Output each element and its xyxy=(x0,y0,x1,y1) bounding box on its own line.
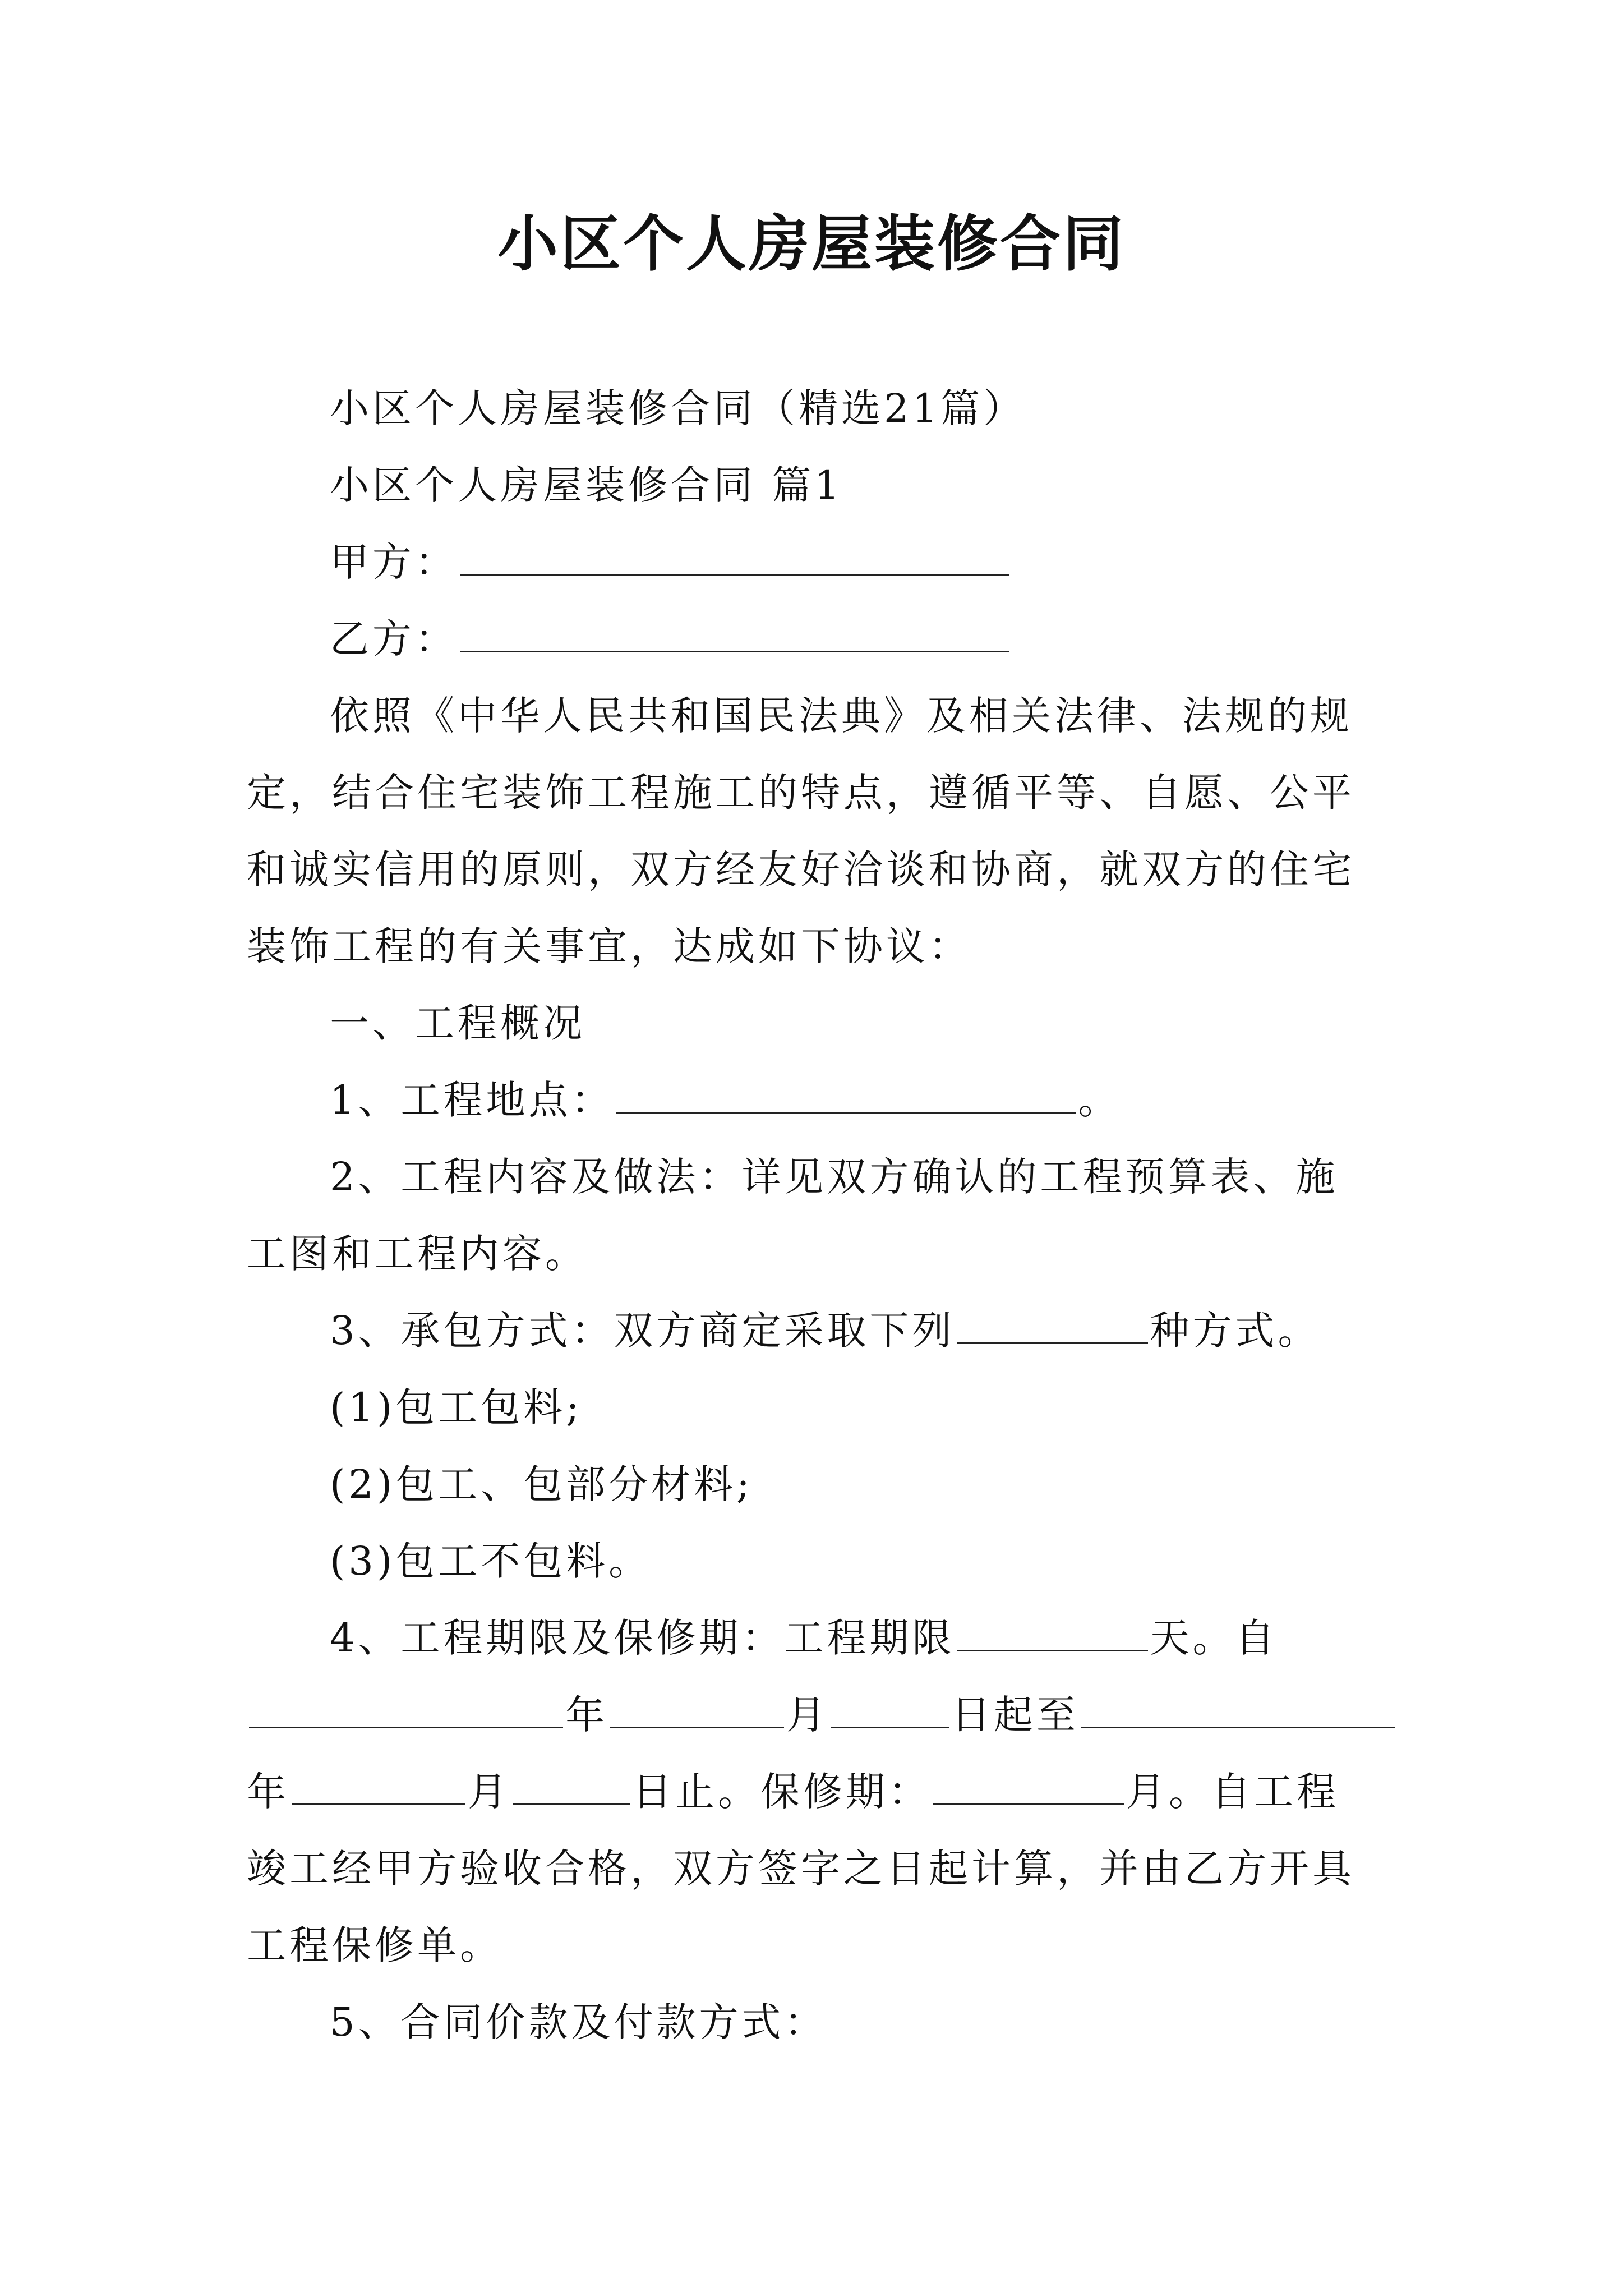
item-4-line xyxy=(247,1600,1385,1677)
end-day-blank[interactable] xyxy=(513,1766,630,1805)
document-title: 小区个人房屋装修合同 xyxy=(497,209,1126,279)
contract-method-blank[interactable] xyxy=(957,1305,1148,1344)
subtitle: 小区个人房屋装修合同（精选21篇） xyxy=(330,385,1026,431)
project-days-blank[interactable] xyxy=(957,1613,1148,1651)
preamble-line: 定，结合住宅装饰工程施工的特点，遵循平等、自愿、公平 xyxy=(247,770,1355,816)
preamble-line: 装饰工程的有关事宜，达成如下协议： xyxy=(247,923,971,969)
section-heading: 小区个人房屋装修合同 篇1 xyxy=(330,462,843,508)
item-4-line: 工程保修单。 xyxy=(247,1922,502,1968)
item-2-line: 工图和工程内容。 xyxy=(247,1231,588,1277)
party-a-blank[interactable] xyxy=(460,537,1009,576)
start-year-blank[interactable] xyxy=(249,1690,563,1728)
item-3-suffix: 种方式。 xyxy=(1150,1308,1321,1354)
item-4-days: 天。自 xyxy=(1150,1615,1278,1661)
item-2-line: 2、工程内容及做法：详见双方确认的工程预算表、施 xyxy=(330,1154,1339,1200)
end-month-blank[interactable] xyxy=(292,1766,465,1805)
preamble-line: 依照《中华人民共和国民法典》及相关法律、法规的规 xyxy=(330,693,1353,739)
item-1-end: 。 xyxy=(1078,1077,1121,1123)
project-location-blank[interactable] xyxy=(616,1075,1076,1114)
item-4-prefix: 4、工程期限及保修期：工程期限 xyxy=(330,1615,955,1661)
preamble-line: 和诚实信用的原则，双方经友好洽谈和协商，就双方的住宅 xyxy=(247,846,1355,892)
item-4-line: 竣工经甲方验收合格，双方签字之日起计算，并由乙方开具 xyxy=(247,1846,1355,1892)
option-2: (2)包工、包部分材料; xyxy=(330,1461,753,1507)
document-body xyxy=(247,370,1385,2061)
warranty-months-blank[interactable] xyxy=(933,1766,1124,1805)
month-label: 月 xyxy=(786,1692,829,1738)
day-from-label: 日起至 xyxy=(951,1692,1079,1738)
item-5-line: 5、合同价款及付款方式： xyxy=(330,1999,827,2045)
day-to-label: 日止。保修期： xyxy=(633,1769,931,1815)
party-b-label: 乙方： xyxy=(330,616,458,662)
party-b-blank[interactable] xyxy=(460,614,1009,652)
party-a-line xyxy=(247,524,1385,601)
party-b-line xyxy=(247,601,1385,678)
month-label: 月 xyxy=(468,1769,510,1815)
item-3-prefix: 3、承包方式：双方商定采取下列 xyxy=(330,1308,955,1354)
option-3: (3)包工不包料。 xyxy=(330,1538,652,1584)
warranty-month-label: 月。自工程 xyxy=(1126,1769,1339,1815)
item-1-line xyxy=(247,1062,1385,1139)
option-1: (1)包工包料; xyxy=(330,1384,583,1430)
start-month-blank[interactable] xyxy=(610,1690,784,1728)
heading-project-overview: 一、工程概况 xyxy=(330,1000,585,1046)
year-label: 年 xyxy=(565,1692,608,1738)
item-4-date-line-2 xyxy=(247,1754,1385,1830)
item-1-label: 1、工程地点： xyxy=(330,1077,614,1123)
start-day-blank[interactable] xyxy=(831,1690,949,1728)
party-a-label: 甲方： xyxy=(330,539,458,585)
year-label: 年 xyxy=(247,1769,289,1815)
end-year-blank[interactable] xyxy=(1081,1690,1395,1728)
item-4-date-line xyxy=(247,1677,1385,1754)
item-3-line xyxy=(247,1292,1385,1369)
